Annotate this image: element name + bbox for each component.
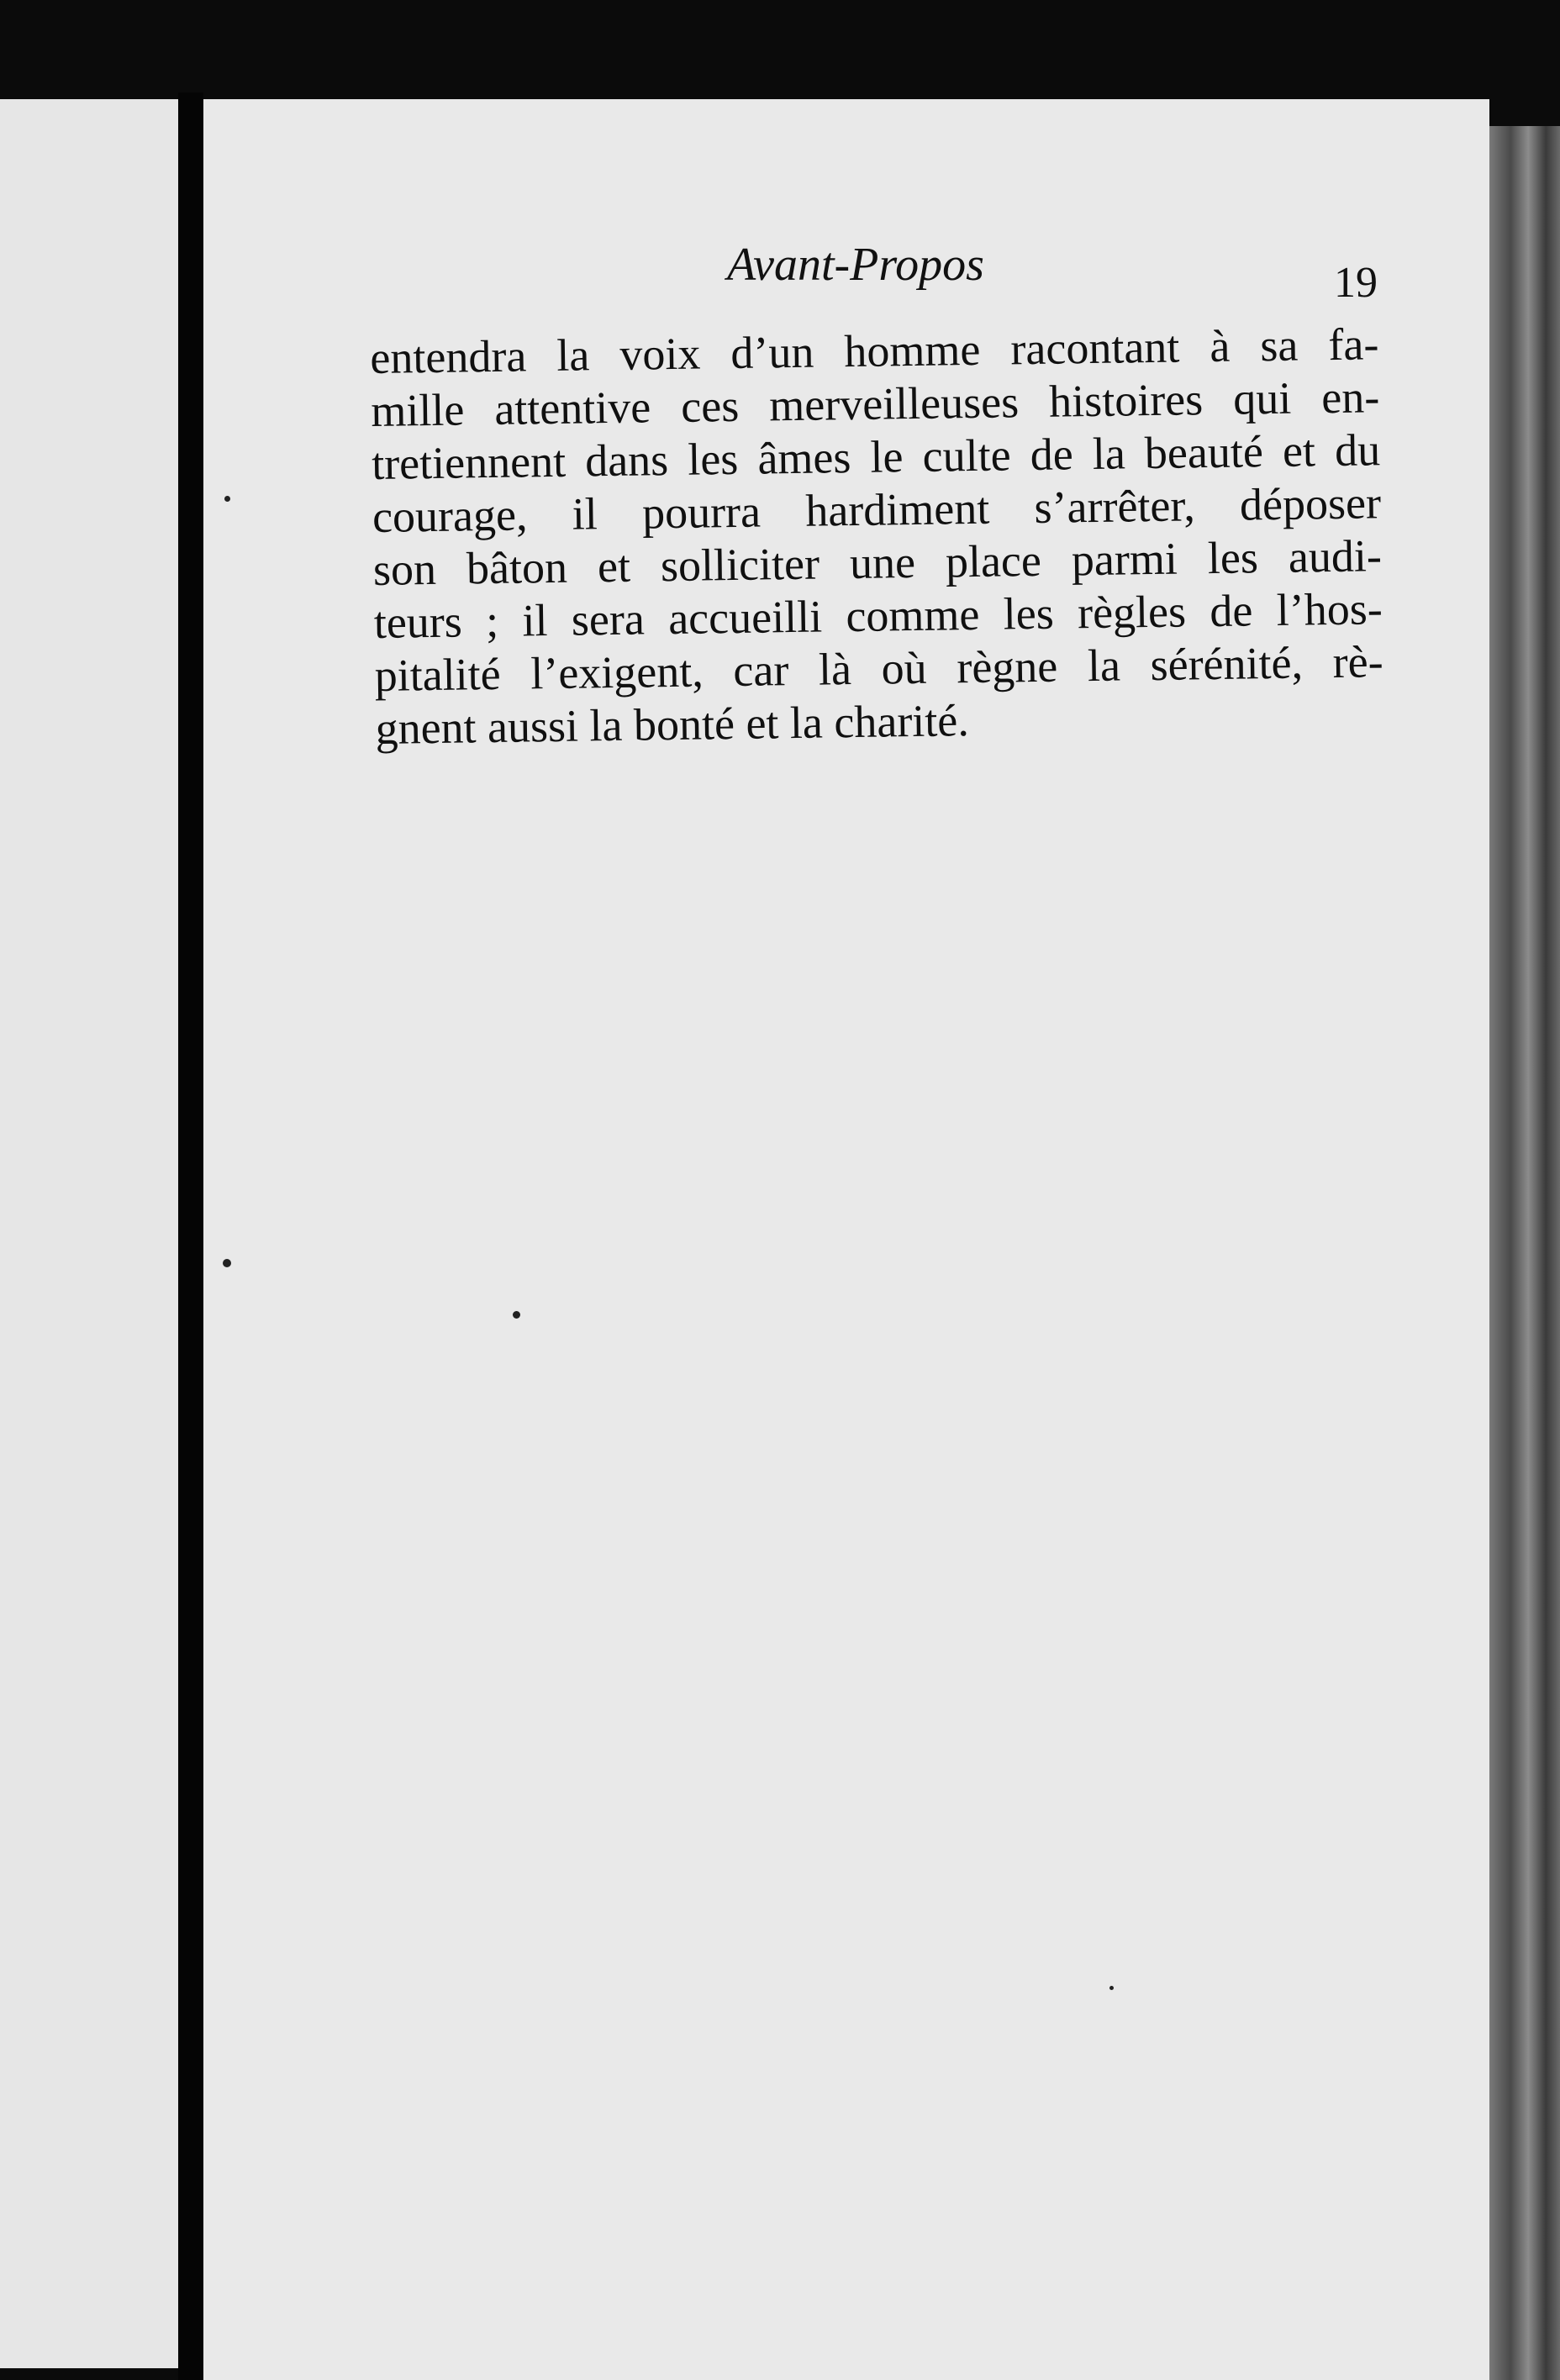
running-head: Avant-Propos xyxy=(727,239,984,291)
left-page-edge xyxy=(0,99,178,2368)
text-line: entendra la voix d’un homme racontant à sa fa- xyxy=(370,319,1379,383)
page-number: 19 xyxy=(1334,259,1378,307)
scan-speck xyxy=(224,496,230,502)
scan-speck xyxy=(513,1311,520,1319)
text-line: gnent aussi la bonté et la charité. xyxy=(375,695,970,754)
body-text xyxy=(370,318,1384,756)
book-spine xyxy=(178,92,203,2380)
page-edge-shadow xyxy=(1489,126,1560,2380)
scan-speck xyxy=(1109,1986,1114,1990)
scan-speck xyxy=(223,1259,231,1267)
text-line: son bâton et solliciter une place parmi les audi- xyxy=(372,530,1383,595)
text-line: courage, il pourra hardiment s’arrêter, déposer xyxy=(372,477,1382,542)
text-line: tretiennent dans les âmes le culte de la beauté et du xyxy=(371,424,1381,489)
text-line: pitalité l’exigent, car là où règne la sérénité, rè- xyxy=(374,636,1384,701)
text-line: teurs ; il sera accueilli comme les règles de l’hos- xyxy=(373,583,1383,648)
text-line: mille attentive ces merveilleuses histoires qui en- xyxy=(370,371,1380,436)
